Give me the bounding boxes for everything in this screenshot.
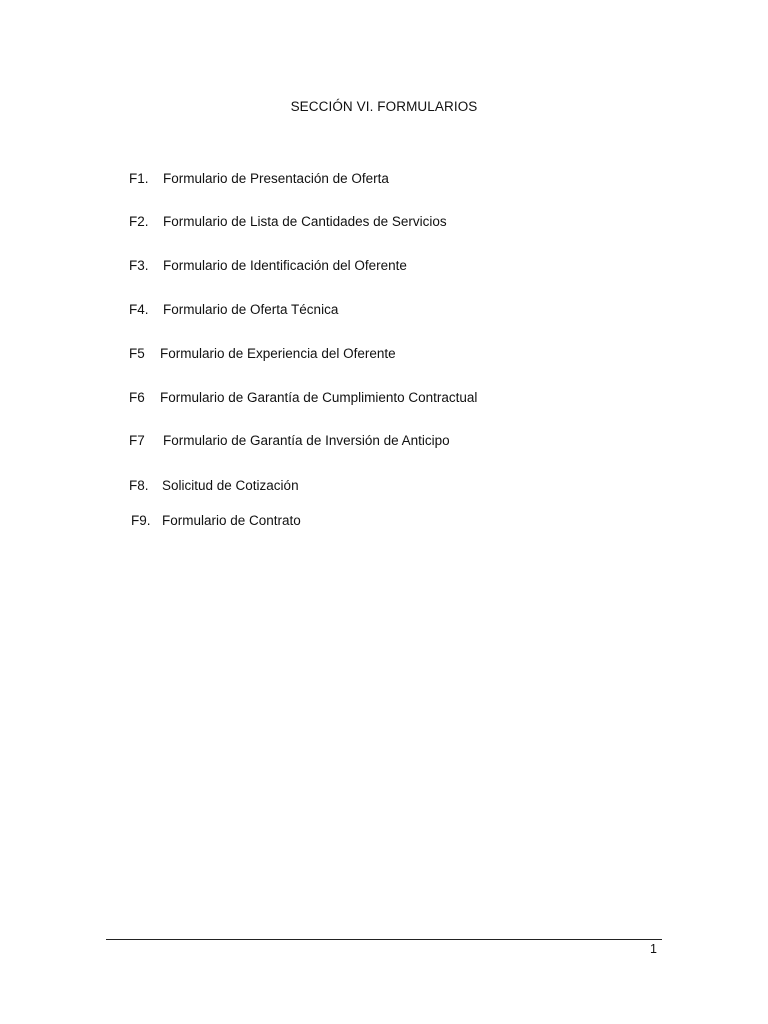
item-code: F6 <box>129 390 145 405</box>
item-label: Formulario de Presentación de Oferta <box>163 171 389 186</box>
page-title: SECCIÓN VI. FORMULARIOS <box>290 99 478 114</box>
item-label: Formulario de Contrato <box>162 513 301 528</box>
item-label: Formulario de Oferta Técnica <box>163 302 339 317</box>
item-label: Formulario de Identificación del Oferente <box>163 258 407 273</box>
list-item <box>129 389 477 407</box>
item-code: F9. <box>131 513 151 528</box>
item-label: Formulario de Experiencia del Oferente <box>160 346 396 361</box>
item-code: F2. <box>129 214 149 229</box>
item-code: F5 <box>129 346 145 361</box>
item-code: F8. <box>129 478 149 493</box>
footer-divider <box>106 939 662 940</box>
item-label: Formulario de Lista de Cantidades de Servicios <box>163 214 447 229</box>
item-label: Solicitud de Cotización <box>162 478 299 493</box>
list-item <box>129 345 396 363</box>
item-code: F3. <box>129 258 149 273</box>
list-item <box>129 257 407 275</box>
list-item <box>129 213 447 231</box>
item-code: F7 <box>129 433 145 448</box>
list-item <box>129 477 299 495</box>
item-code: F1. <box>129 171 149 186</box>
list-item <box>129 170 389 188</box>
page-number: 1 <box>650 942 657 956</box>
item-label: Formulario de Garantía de Inversión de Anticipo <box>163 433 450 448</box>
item-label: Formulario de Garantía de Cumplimiento Contractual <box>160 390 478 405</box>
list-item <box>129 432 450 450</box>
item-code: F4. <box>129 302 149 317</box>
list-item <box>129 301 338 319</box>
list-item <box>131 512 301 530</box>
